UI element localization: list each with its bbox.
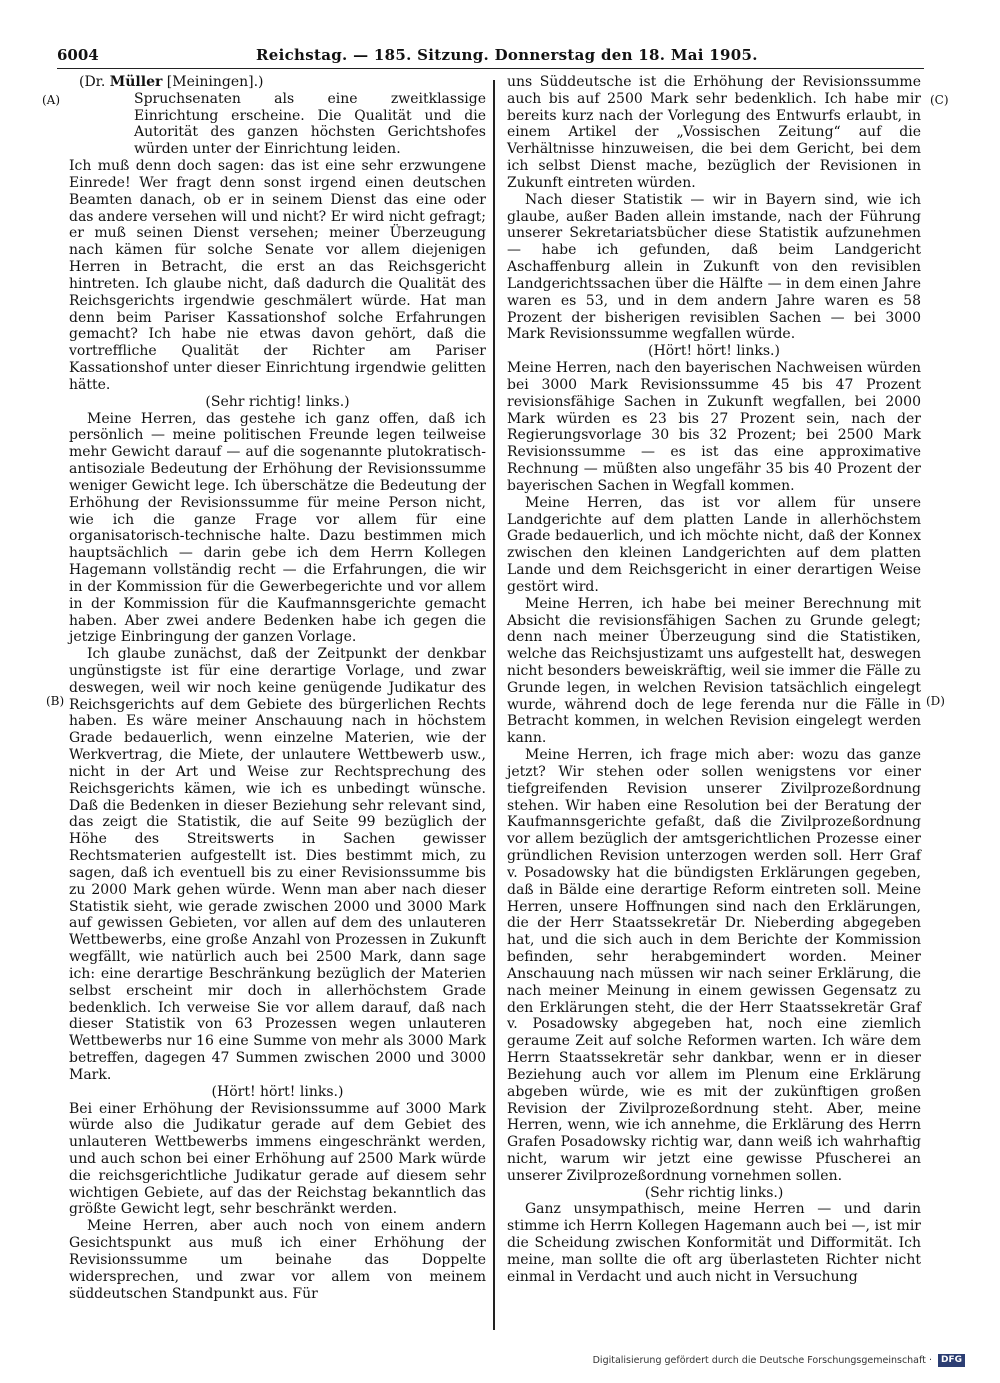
credit-text: Digitalisierung gefördert durch die Deutsche Forschungsgemeinschaft — [592, 1355, 926, 1366]
paragraph: Bei einer Erhöhung der Revisionssumme auf 3000 Mark würde also die Judikatur gerade auf dem Gebiet des unlauteren Wettbewerbs immens eingeschränkt werden, und auch schon bei einer Erhöhung auf 2500 Mark würde die reichsgerichtliche Judikatur gerade auf diesem sehr wichtigen Gebiete, auf das der Reichstag bekanntlich das größte Gewicht legt, sehr beschränkt werden. — [69, 1100, 486, 1218]
page-number: 6004 — [57, 46, 99, 64]
paragraph: Meine Herren, das ist vor allem für unsere Landgerichte auf dem platten Lande in allerhöchstem Grade bedauerlich, und ich möchte nicht, daß der Konnex zwischen den kleinen Landgerichten auf dem platten Lande und dem Reichsgericht in einer derartigen Weise gestört wird. — [507, 494, 921, 595]
interjection: (Hört! hört! links.) — [648, 343, 780, 360]
margin-marker-c: (C) — [930, 93, 949, 107]
right-column — [507, 74, 921, 1286]
paragraph: Nach dieser Statistik — wir in Bayern sind, wie ich glaube, außer Baden allein imstande, nach der Führung unserer Sekretariatsbücher diese Statistik aufzunehmen — habe ich gefunden, daß beim Landgericht Aschaffenburg allein in Zukunft von den revisiblen Landgerichtssachen über die Hälfte — in dem einen Jahre waren es 53, und in dem andern Jahre waren es 58 Prozent der bisherigen revisiblen Sachen — bei 3000 Mark Revisionssumme wegfallen würde. — [507, 191, 921, 343]
interjection: (Hört! hört! links.) — [211, 1083, 344, 1100]
margin-marker-a: (A) — [42, 93, 61, 107]
column-divider — [493, 80, 495, 1330]
dfg-logo: DFG — [938, 1354, 965, 1367]
paragraph: Ich glaube zunächst, daß der Zeitpunkt der denkbar ungünstigste ist für eine derartige Vorlage, und zwar deswegen, weil wir noch keine genügende Judikatur des Reichsgerichts auf dem Gebiete des bürgerlichen Rechts haben. Es wäre meiner Anschauung nach in höchstem Grade bedauerlich, wenn einzelne Materien, wie der Werkvertrag, die Miete, der unlautere Wettbewerb usw., nicht in der Art und Weise zur Rechtsprechung des Reichsgerichts kämen, wie ich es unbedingt wünsche. Daß die Bedenken in dieser Beziehung sehr relevant sind, das zeigt die Statistik, die auf Seite 99 bezüglich der Höhe des Streitswerts in Sachen gewisser Rechtsmaterien aufgestellt ist. Dies bestimmt mich, zu sagen, daß ich eventuell bis zu einer Revisionssumme bis zu 2000 Mark gehen würde. Wenn man aber nach dieser Statistik sieht, wie gerade zwischen 2000 und 3000 Mark auf gewissen Gebieten, vor allen auf dem des unlauteren Wettbewerbs, eine große Anzahl von Prozessen in Zukunft wegfällt, wie natürlich auch bei 2500 Mark, dann sage ich: eine derartige Beschränkung bezüglich der Materien selbst erscheint mir doch in allerhöchstem Grade bedenklich. Ich verweise Sie vor allem darauf, daß nach dieser Statistik von 63 Prozessen wegen unlauteren Wettbewerbs nur 16 eine Summe von mehr als 3000 Mark betreffen, dagegen 47 Summen zwischen 2000 und 3000 Mark. — [69, 646, 486, 1083]
paragraph: uns Süddeutsche ist die Erhöhung der Revisionssumme auch bis auf 2500 Mark sehr bedenklich. Ich habe mir bereits kurz nach der Vorlegung des Entwurfs erlaubt, in einem Artikel der „Vossischen Zeitung“ auf die Verhältnisse hinzuweisen, die bei dem Gericht, bei dem ich selbst Dienst mache, bezüglich der Revisionen in Zukunft eintreten würden. — [507, 74, 921, 191]
paragraph: Meine Herren, das gestehe ich ganz offen, daß ich persönlich — meine politischen Freunde legen teilweise mehr Gewicht darauf — auf die sogenannte plutokratisch-antisoziale Bedeutung der Erhöhung der Revisionssumme weniger Gewicht lege. Ich überschätze die Bedeutung der Erhöhung der Revisionssumme für meine Person nicht, wie ich die ganze Frage vor allem für eine organisatorisch-technische halte. Dazu bestimmen mich hauptsächlich — darin gebe ich dem Herrn Kollegen Hagemann vollständig recht — die Erfahrungen, die wir in der Kommission für die Gewerbegerichte und vor allem in der Kommission für die Kaufmannsgerichte gemacht haben. Aber zwei andere Bedenken habe ich gegen die jetzige Einbringung der ganzen Vorlage. — [69, 410, 486, 646]
speaker-name: Müller — [109, 74, 163, 90]
paragraph: Ich muß denn doch sagen: das ist eine sehr erzwungene Einrede! Wer fragt denn sonst irgend einen deutschen Beamten danach, ob er in seinem Dienst das eine oder das andere versehen will und nicht? Er wird nicht gefragt; er muß seinen Dienst versehen; meiner Überzeugung nach kämen für solche Senate vor allem diejenigen Herren in Betracht, die erst an das Reichsgericht hintreten. Ich glaube nicht, daß dadurch die Qualität des Reichsgerichts irgendwie geschmälert würde. Hat man denn beim Pariser Kassationshof solche Erfahrungen gemacht? Ich habe nie etwas davon gehört, daß die vortreffliche Qualität der Richter am Pariser Kassationshof unter dieser Einrichtung irgendwie gelitten hätte. — [69, 158, 486, 393]
running-title: Reichstag. — 185. Sitzung. Donnerstag den 18. Mai 1905. — [256, 46, 758, 64]
paragraph: Ganz unsympathisch, meine Herren — und darin stimme ich Herrn Kollegen Hagemann auch bei —, ist mir die Scheidung zwischen Konformität und Difformität. Ich meine, man sollte die oft arg überlasteten Richter nicht einmal in Verdacht und auch nicht in Versuchung — [507, 1201, 921, 1285]
margin-marker-b: (B) — [46, 694, 65, 708]
margin-marker-d: (D) — [926, 694, 945, 708]
paragraph: Meine Herren, nach den bayerischen Nachweisen würden bei 3000 Mark Revisionssumme 45 bis 47 Prozent revisionsfähige Sachen in Zukunft wegfallen, bei 2000 Mark würden es 23 bis 27 Prozent sein, nach der Regierungsvorlage 30 bis 32 Prozent; bei 2500 Mark Revisionssumme — es ist das eine approximative Rechnung — müßten also ungefähr 35 bis 40 Prozent der bayerischen Sachen in Wegfall kommen. — [507, 360, 921, 494]
paragraph: Meine Herren, ich frage mich aber: wozu das ganze jetzt? Wir stehen oder sollen wenigstens vor einer tiefgreifenden Revision unserer Zivilprozeßordnung stehen. Wir haben eine Resolution bei der Beratung der Kaufmannsgerichte gefaßt, daß die Zivilprozeßordnung vor allem bezüglich der amtsgerichtlichen Prozesse einer gründlichen Revision unterzogen werden soll. Herr Graf v. Posadowsky hat die bündigsten Erklärungen gegeben, daß in Bälde eine derartige Reform eintreten soll. Meine Herren, unsere Hoffnungen sind nach den Erklärungen, die der Herr Staatssekretär Dr. Nieberding abgegeben hat, und die sich auch in dem Berichte der Kommission befinden, sehr herabgemindert worden. Meiner Anschauung nach müssen wir nach seiner Erklärung, die nach meiner Meinung in einem gewissen Gegensatz zu den Erklärungen steht, die der Herr Staatssekretär Graf v. Posadowsky abgegeben hat, noch eine ziemlich geraume Zeit auf solche Reformen warten. Ich wäre dem Herrn Staatssekretär sehr dankbar, wenn er in dieser Beziehung auch vor allem im Plenum eine Erklärung abgeben würde, wie es mit der zukünftigen großen Revision der Zivilprozeßordnung steht. Aber, meine Herren, wenn, wie ich annehme, die Erklärung des Herrn Grafen Posadowsky richtig war, dann weiß ich wahrhaftig nicht, warum wir jetzt eine gewisse Pfuscherei an unserer Zivilprozeßordnung vornehmen sollen. — [507, 747, 921, 1184]
left-column — [69, 74, 486, 1302]
digitization-credit: Digitalisierung gefördert durch die Deutsche Forschungsgemeinschaft · DFG — [593, 1354, 965, 1367]
paragraph: Meine Herren, ich habe bei meiner Berechnung mit Absicht die revisionsfähigen Sachen zu Grunde gelegt; denn nach meiner Überzeugung sind die Statistiken, welche das Reichsjustizamt uns aufgestellt hat, deswegen nicht besonders beweiskräftig, weil sie immer die Fälle zu Grunde legen, in welchen Revision tatsächlich eingelegt wurde, während doch de lege ferenda nur die Fälle in Betracht kommen, in welchen Revision eingelegt werden kann. — [507, 595, 921, 747]
interjection: (Sehr richtig links.) — [644, 1184, 784, 1201]
paragraph: Spruchsenaten als eine zweitklassige Einrichtung erscheine. Die Qualität und die Autorität des ganzen höchsten Gerichtshofes würden unter der Einrichtung leiden. — [134, 90, 486, 158]
interjection: (Sehr richtig! links.) — [205, 393, 350, 410]
paragraph: Meine Herren, aber auch noch von einem andern Gesichtspunkt aus muß ich einer Erhöhung der Revisionssumme um beinahe das Doppelte widersprechen, und zwar vor allem von meinem süddeutschen Standpunkt aus. Für — [69, 1218, 486, 1302]
header-rule — [57, 68, 924, 69]
speaker-attribution: (Dr. Müller [Meiningen].) — [79, 74, 264, 90]
